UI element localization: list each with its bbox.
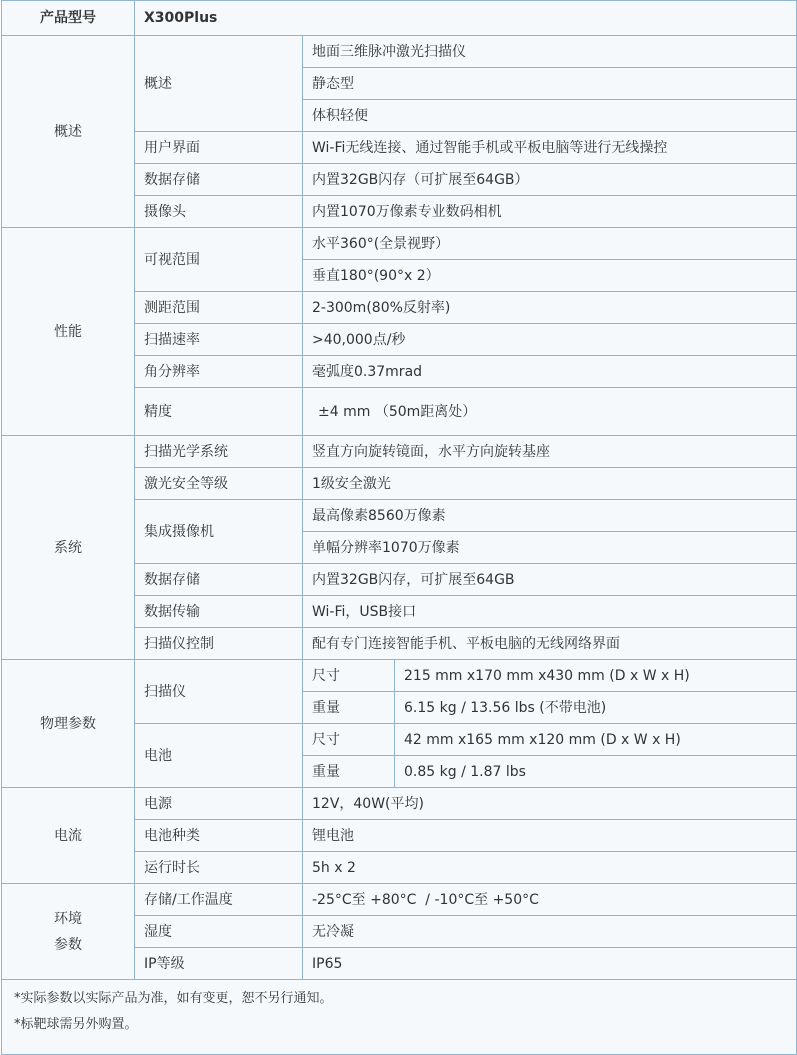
battery-type-label: 电池种类 — [135, 820, 303, 852]
system-storage-value: 内置32GB闪存，可扩展至64GB — [303, 564, 797, 596]
fov-horizontal-value: 水平360°(全景视野） — [303, 228, 797, 260]
runtime-label: 运行时长 — [135, 852, 303, 884]
humidity-value: 无冷凝 — [303, 916, 797, 948]
integrated-camera-value: 最高像素8560万像素 — [303, 500, 797, 532]
system-storage-label: 数据存储 — [135, 564, 303, 596]
category-environment-line: 参数 — [54, 936, 82, 953]
category-power: 电流 — [2, 788, 135, 884]
category-environment — [2, 884, 135, 980]
overview-summary-label: 概述 — [135, 36, 303, 132]
table-row — [2, 36, 797, 68]
temperature-label: 存储/工作温度 — [135, 884, 303, 916]
category-environment-line: 环境 — [54, 910, 82, 927]
table-row — [2, 228, 797, 260]
control-label: 扫描仪控制 — [135, 628, 303, 660]
power-source-value: 12V，40W(平均) — [303, 788, 797, 820]
ip-rating-value: IP65 — [303, 948, 797, 980]
scanner-size-value: 215 mm x170 mm x430 mm (D x W x H) — [395, 660, 797, 692]
optics-label: 扫描光学系统 — [135, 436, 303, 468]
camera-label: 摄像头 — [135, 196, 303, 228]
spec-table — [1, 0, 797, 1055]
overview-summary-value: 静态型 — [303, 68, 797, 100]
category-physical: 物理参数 — [2, 660, 135, 788]
fov-vertical-value: 垂直180°(90°x 2） — [303, 260, 797, 292]
laser-class-value: 1级安全激光 — [303, 468, 797, 500]
accuracy-label: 精度 — [135, 388, 303, 436]
temperature-value: -25°C至 +80°C / -10°C至 +50°C — [303, 884, 797, 916]
power-source-label: 电源 — [135, 788, 303, 820]
battery-size-value: 42 mm x165 mm x120 mm (D x W x H) — [395, 724, 797, 756]
table-row — [2, 436, 797, 468]
table-row — [2, 884, 797, 916]
angular-resolution-label: 角分辨率 — [135, 356, 303, 388]
ui-value: Wi-Fi无线连接、通过智能手机或平板电脑等进行无线操控 — [303, 132, 797, 164]
scanner-size-label: 尺寸 — [303, 660, 395, 692]
scanner-weight-value: 6.15 kg / 13.56 lbs (不带电池) — [395, 692, 797, 724]
transfer-label: 数据传输 — [135, 596, 303, 628]
model-label: 产品型号 — [2, 1, 135, 36]
angular-resolution-value: 毫弧度0.37mrad — [303, 356, 797, 388]
speed-label: 扫描速率 — [135, 324, 303, 356]
range-value: 2-300m(80%反射率) — [303, 292, 797, 324]
scanner-weight-label: 重量 — [303, 692, 395, 724]
overview-summary-value: 地面三维脉冲激光扫描仪 — [303, 36, 797, 68]
scanner-label: 扫描仪 — [135, 660, 303, 724]
battery-label: 电池 — [135, 724, 303, 788]
ip-rating-label: IP等级 — [135, 948, 303, 980]
speed-value: >40,000点/秒 — [303, 324, 797, 356]
overview-summary-value: 体积轻便 — [303, 100, 797, 132]
header-row — [2, 1, 797, 36]
category-overview: 概述 — [2, 36, 135, 228]
footer-notes — [2, 980, 797, 1055]
battery-type-value: 锂电池 — [303, 820, 797, 852]
humidity-label: 湿度 — [135, 916, 303, 948]
laser-class-label: 激光安全等级 — [135, 468, 303, 500]
accuracy-value: ±4 mm （50m距离处） — [303, 388, 797, 436]
overview-storage-value: 内置32GB闪存（可扩展至64GB） — [303, 164, 797, 196]
footer-row — [2, 980, 797, 1055]
battery-size-label: 尺寸 — [303, 724, 395, 756]
ui-label: 用户界面 — [135, 132, 303, 164]
table-row — [2, 660, 797, 692]
overview-storage-label: 数据存储 — [135, 164, 303, 196]
transfer-value: Wi-Fi，USB接口 — [303, 596, 797, 628]
footer-note: *实际参数以实际产品为准，如有变更，恕不另行通知。 — [14, 991, 333, 1006]
battery-weight-label: 重量 — [303, 756, 395, 788]
integrated-camera-value: 单幅分辨率1070万像素 — [303, 532, 797, 564]
category-system: 系统 — [2, 436, 135, 660]
category-performance: 性能 — [2, 228, 135, 436]
integrated-camera-label: 集成摄像机 — [135, 500, 303, 564]
table-row — [2, 788, 797, 820]
battery-weight-value: 0.85 kg / 1.87 lbs — [395, 756, 797, 788]
footer-note: *标靶球需另外购置。 — [14, 1017, 138, 1032]
control-value: 配有专门连接智能手机、平板电脑的无线网络界面 — [303, 628, 797, 660]
range-label: 测距范围 — [135, 292, 303, 324]
model-value: X300Plus — [135, 1, 797, 36]
runtime-value: 5h x 2 — [303, 852, 797, 884]
camera-value: 内置1070万像素专业数码相机 — [303, 196, 797, 228]
fov-label: 可视范围 — [135, 228, 303, 292]
optics-value: 竖直方向旋转镜面，水平方向旋转基座 — [303, 436, 797, 468]
